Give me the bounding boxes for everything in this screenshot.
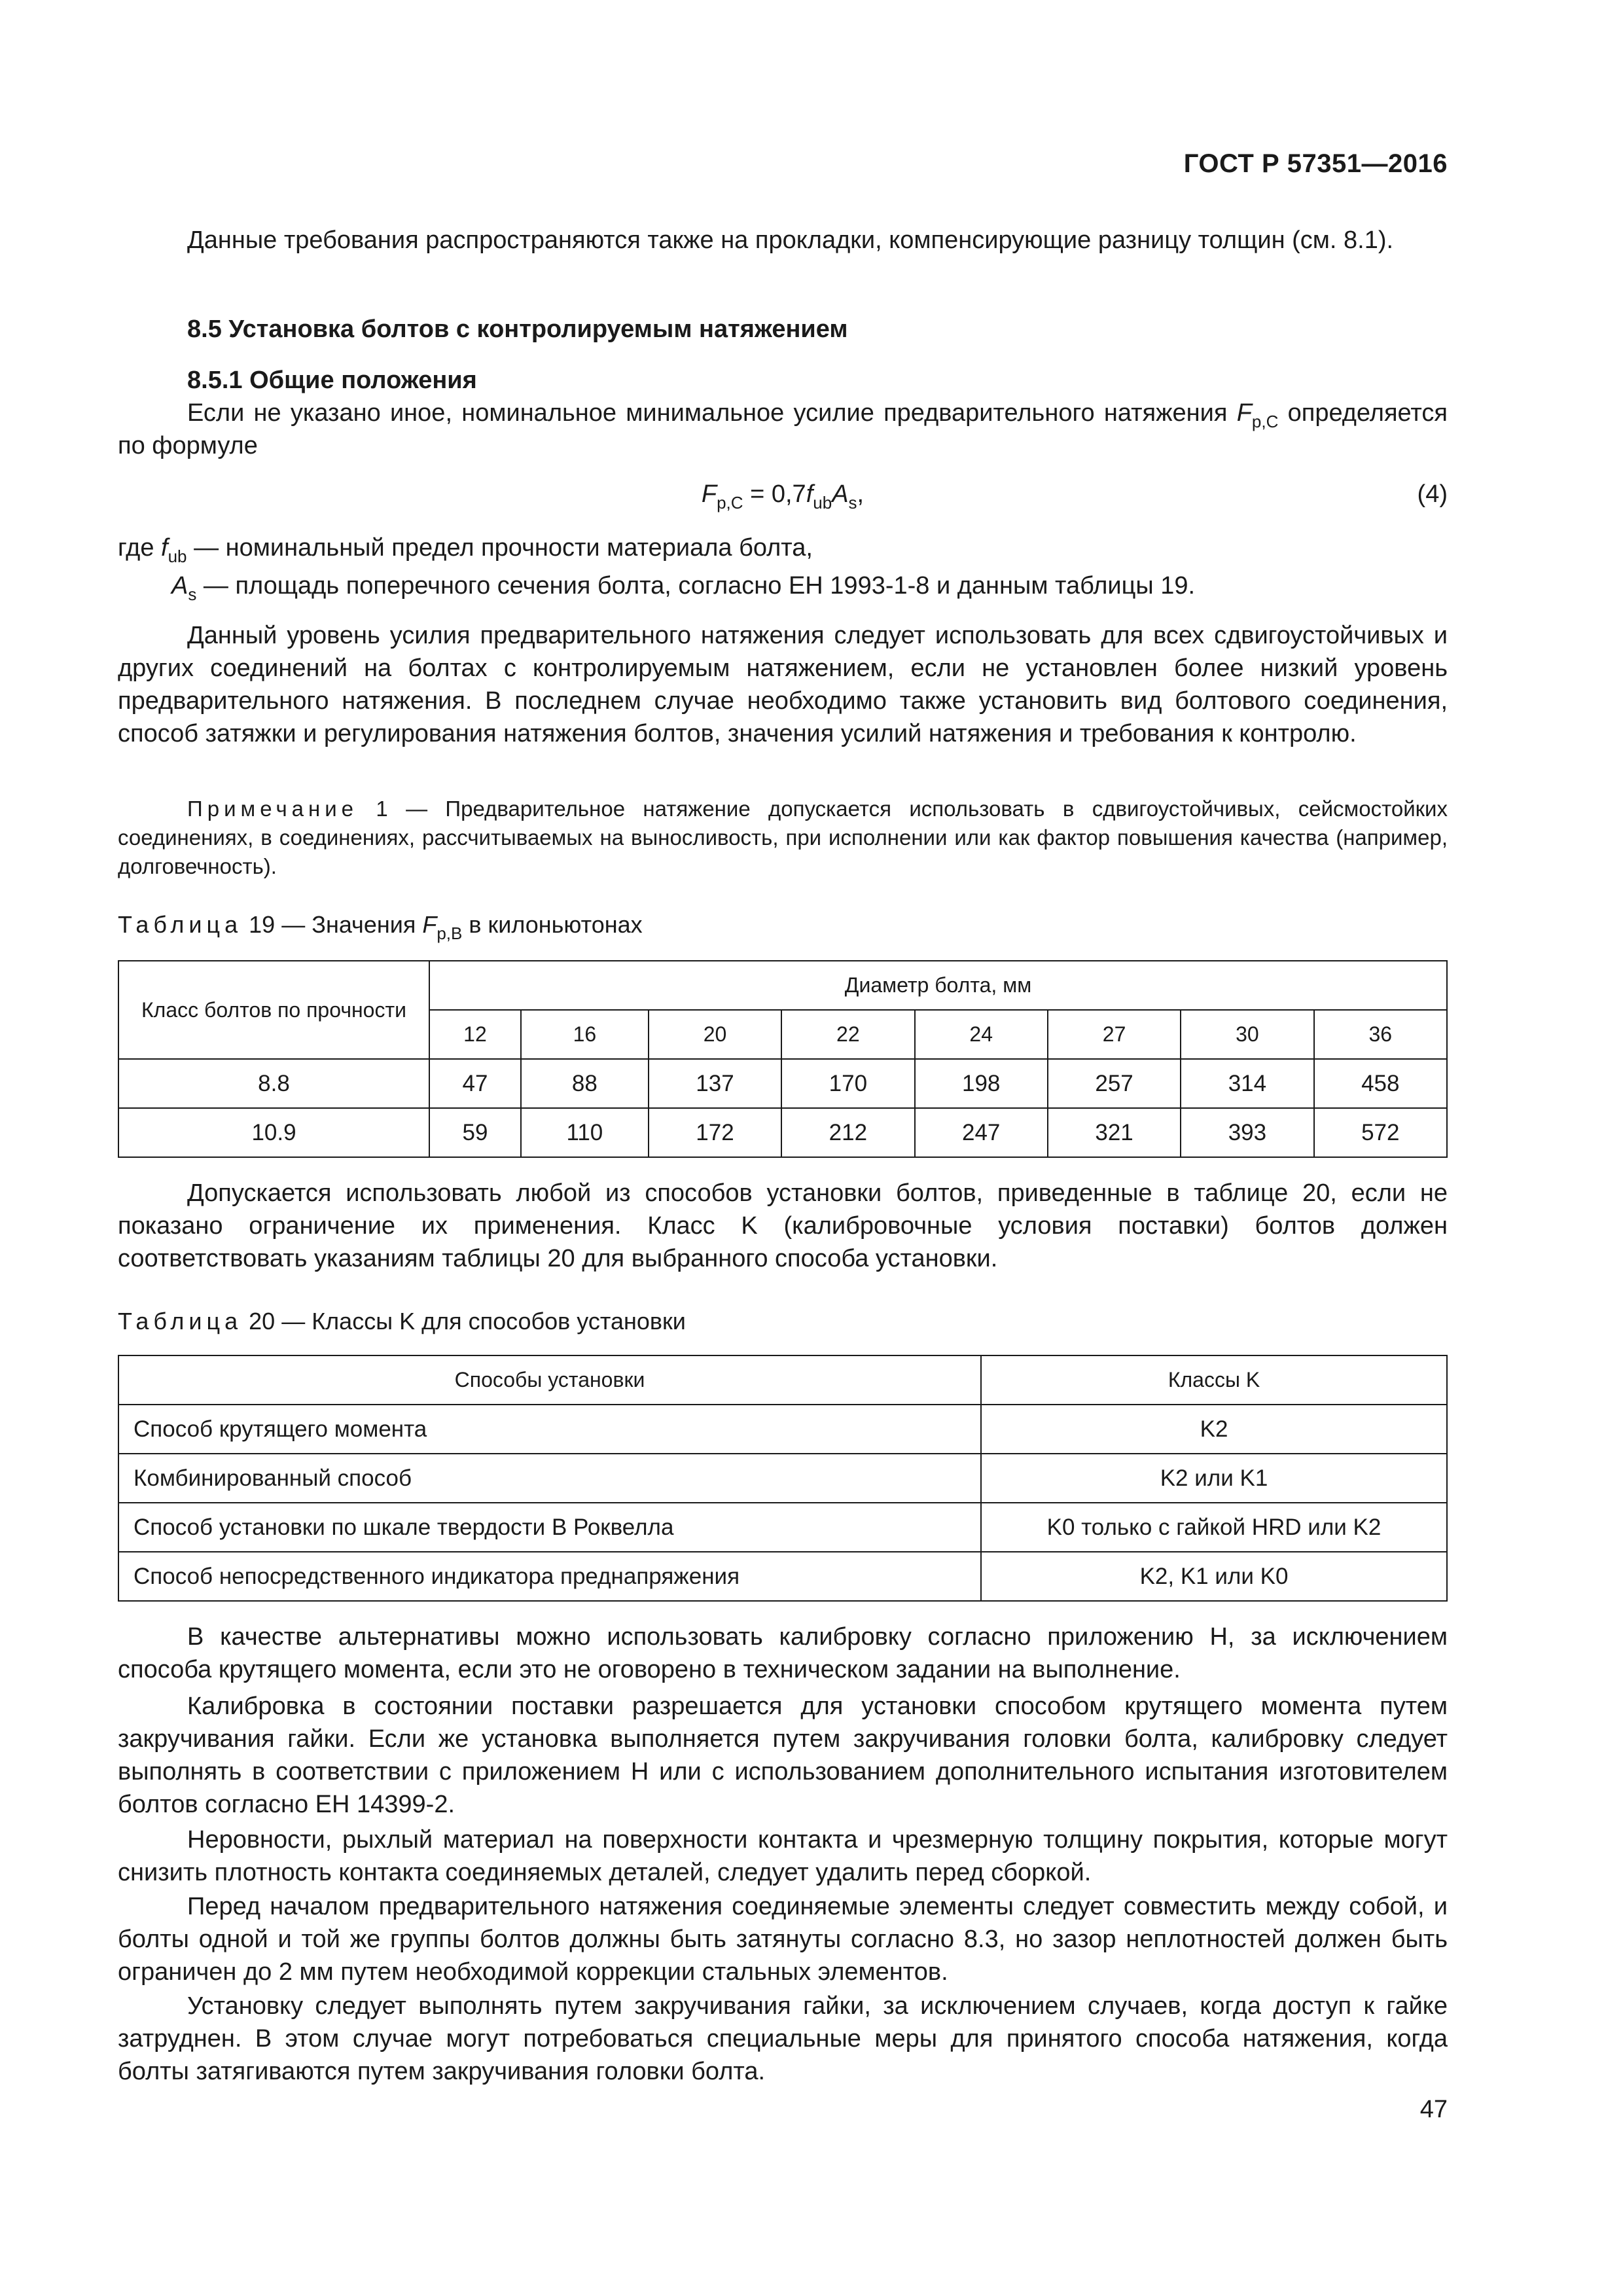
table-row xyxy=(118,1108,1447,1157)
value-cell: 458 xyxy=(1314,1059,1447,1108)
table-row xyxy=(118,1454,1447,1503)
class-cell: K0 только с гайкой HRD или K2 xyxy=(981,1503,1447,1552)
diameter-cell: 36 xyxy=(1314,1010,1447,1059)
intro-paragraph: Данные требования распространяются также на прокладки, компенсирующие разницу толщин (см. 8.1). xyxy=(187,226,1394,254)
formula-number: (4) xyxy=(1417,480,1448,508)
method-cell: Способ непосредственного индикатора преднапряжения xyxy=(118,1552,981,1601)
value-cell: 170 xyxy=(781,1059,914,1108)
section-heading: 8.5 Установка болтов с контролируемым натяжением xyxy=(187,315,848,343)
class-cell: K2 xyxy=(981,1405,1447,1454)
class-cell: K2 или K1 xyxy=(981,1454,1447,1503)
table-row xyxy=(118,1503,1447,1552)
value-cell: 314 xyxy=(1181,1059,1313,1108)
where-line-1: где $f_{ub}$ — номинальный предел прочности материала болта, xyxy=(118,534,813,566)
value-cell: 257 xyxy=(1048,1059,1181,1108)
diameter-cell: 27 xyxy=(1048,1010,1181,1059)
value-cell: 172 xyxy=(649,1108,781,1157)
diameter-cell: 12 xyxy=(429,1010,521,1059)
table-row xyxy=(118,1405,1447,1454)
class-cell: 8.8 xyxy=(118,1059,429,1108)
table-row xyxy=(118,1552,1447,1601)
value-cell: 88 xyxy=(521,1059,649,1108)
method-cell: Способ крутящего момента xyxy=(118,1405,981,1454)
table20-caption: Таблица 20 — Классы K для способов установки xyxy=(118,1308,686,1335)
page-number: 47 xyxy=(1419,2096,1448,2123)
value-cell: 137 xyxy=(649,1059,781,1108)
table19-caption: Таблица 19 — Значения $F_{p,B}$ в килоньютонах xyxy=(118,911,643,943)
value-cell: 47 xyxy=(429,1059,521,1108)
table20 xyxy=(118,1355,1448,1602)
paragraph-calibration-delivery: Калибровка в состоянии поставки разрешается для установки способом крутящего момента путем закручивания гайки. Если же установка выполняется путем закручивания головки болта, калибровку следует выполнять в соответствии с приложением Н или с использованием дополнительного испытания изготовителем болтов согласно ЕН 14399-2. xyxy=(118,1693,1448,1818)
table19-class-header: Класс болтов по прочности xyxy=(118,961,429,1059)
paragraph-alignment: Перед началом предварительного натяжения соединяемые элементы следует совместить между собой, и болты одной и той же группы болтов должны быть затянуты согласно 8.3, но зазор неплотностей должен быть ограничен до 2 мм путем необходимой коррекции стальных элементов. xyxy=(118,1893,1448,1986)
class-cell: K2, K1 или K0 xyxy=(981,1552,1447,1601)
method-cell: Комбинированный способ xyxy=(118,1454,981,1503)
diameter-cell: 16 xyxy=(521,1010,649,1059)
where-line-2: $A_s$ — площадь поперечного сечения болта, согласно ЕН 1993-1-8 и данным таблицы 19. xyxy=(171,572,1196,604)
note-label: Примечание xyxy=(187,797,359,821)
table19-diameter-header: Диаметр болта, мм xyxy=(429,961,1447,1010)
value-cell: 212 xyxy=(781,1108,914,1157)
paragraph-preload-level: Данный уровень усилия предварительного натяжения следует использовать для всех сдвигоустойчивых и других соединений на болтах с контролируемым натяжением, если не установлен более низкий уровень предварительного натяжения. В последнем случае необходимо также установить вид болтового соединения, способ затяжки и регулирования натяжения болтов, значения усилий натяжения и требования к контролю. xyxy=(118,622,1448,747)
table20-header-methods: Способы установки xyxy=(118,1355,981,1405)
method-cell: Способ установки по шкале твердости В Роквелла xyxy=(118,1503,981,1552)
paragraph-calibration-alternative: В качестве альтернативы можно использовать калибровку согласно приложению Н, за исключением способа крутящего момента, если это не оговорено в техническом задании на выполнение. xyxy=(118,1623,1448,1683)
formula: $F_{p,C} = 0,7f_{ub}A_s$, xyxy=(701,480,865,512)
value-cell: 393 xyxy=(1181,1108,1313,1157)
note: Примечание 1 — Предварительное натяжение допускается использовать в сдвигоустойчивых, сейсмостойких соединениях, в соединениях, рассчитываемых на выносливость, при исполнении или как фактор повышения качества (например, долговечность). xyxy=(118,797,1448,878)
diameter-cell: 22 xyxy=(781,1010,914,1059)
table19 xyxy=(118,960,1448,1158)
table-row xyxy=(118,1059,1447,1108)
value-cell: 572 xyxy=(1314,1108,1447,1157)
value-cell: 110 xyxy=(521,1108,649,1157)
value-cell: 321 xyxy=(1048,1108,1181,1157)
subsection-heading: 8.5.1 Общие положения xyxy=(187,367,477,394)
paragraph-nut-turning: Установку следует выполнять путем закручивания гайки, за исключением случаев, когда доступ к гайке затруднен. В этом случае могут потребоваться специальные меры для принятого способа натяжения, когда болты затягиваются путем закручивания головки болта. xyxy=(118,1992,1448,2085)
value-cell: 59 xyxy=(429,1108,521,1157)
paragraph-definition: Если не указано иное, номинальное минимальное усилие предварительного натяжения $F_{p,C}$ определяется по формуле xyxy=(118,399,1448,459)
paragraph-surface-irregularities: Неровности, рыхлый материал на поверхности контакта и чрезмерную толщину покрытия, которые могут снизить плотность контакта соединяемых деталей, следует удалить перед сборкой. xyxy=(118,1826,1448,1886)
diameter-cell: 20 xyxy=(649,1010,781,1059)
paragraph-installation-methods: Допускается использовать любой из способов установки болтов, приведенные в таблице 20, если не показано ограничение их применения. Класс K (калибровочные условия поставки) болтов должен соответствовать указаниям таблицы 20 для выбранного способа установки. xyxy=(118,1179,1448,1272)
standard-designation: ГОСТ Р 57351—2016 xyxy=(1183,149,1448,178)
diameter-cell: 24 xyxy=(915,1010,1048,1059)
class-cell: 10.9 xyxy=(118,1108,429,1157)
diameter-cell: 30 xyxy=(1181,1010,1313,1059)
value-cell: 247 xyxy=(915,1108,1048,1157)
value-cell: 198 xyxy=(915,1059,1048,1108)
table20-header-classes: Классы K xyxy=(981,1355,1447,1405)
